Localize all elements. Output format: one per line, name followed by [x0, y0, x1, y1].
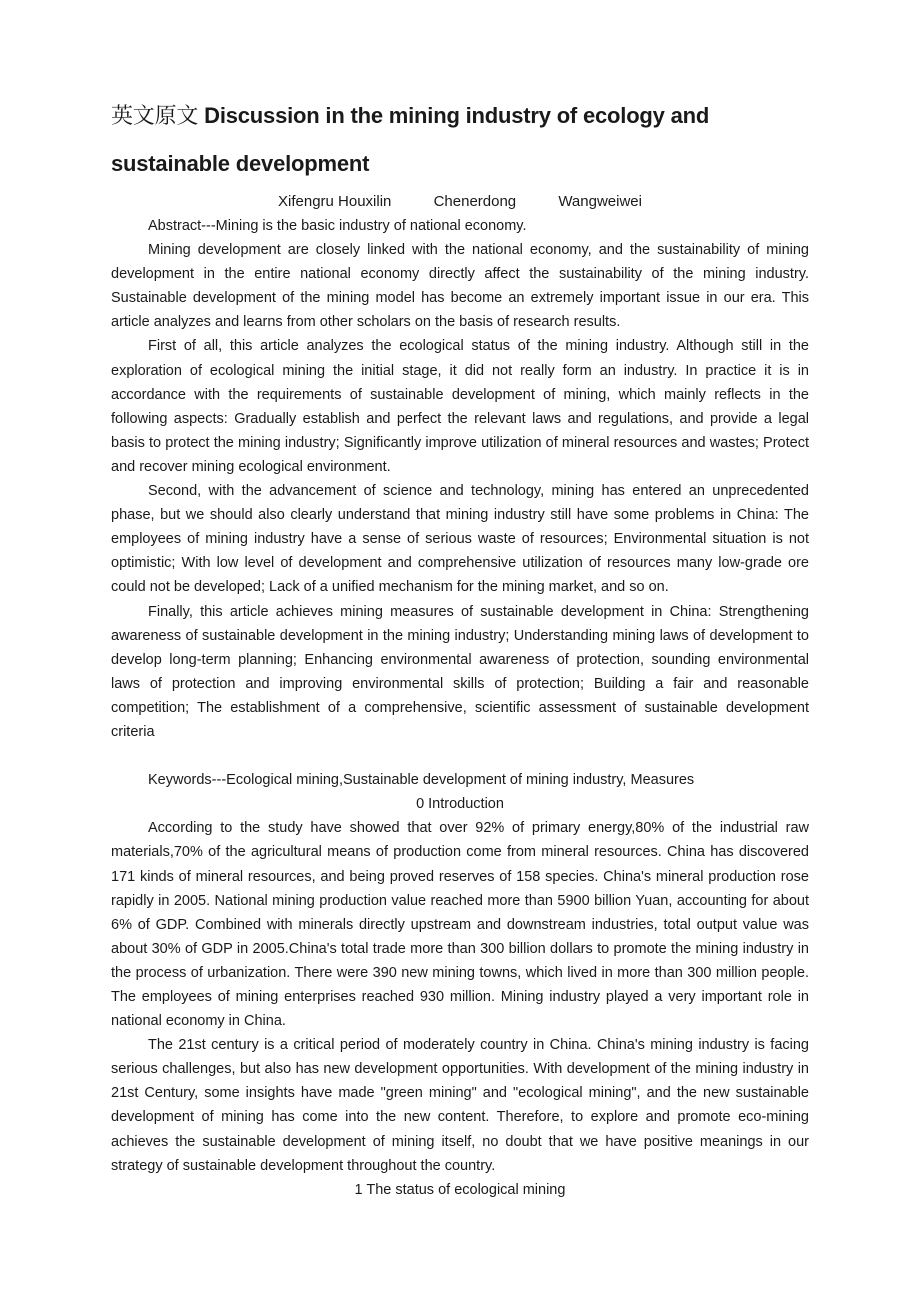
author-2: Chenerdong — [433, 193, 517, 210]
abstract-paragraph-3: Second, with the advancement of science and technology, mining has entered an unprecedented phase, but we should also clearly understand that mining industry still have some problems in China: The employees of mining industry have a sense of serious waste of resources; Environmental situation is not optimistic; With low level of development and comprehensive utilization of resources many low-grade ore could not be developed; Lack of a unified mechanism for the mining market, and so on. — [111, 483, 809, 596]
abstract-line: Abstract---Mining is the basic industry of national economy. — [148, 218, 527, 234]
keywords: Keywords---Ecological mining,Sustainable development of mining industry, Measures — [148, 772, 695, 789]
abstract-paragraph-2: First of all, this article analyzes the ecological status of the mining industry. Although still in the exploration of ecological mining the initial stage, it did not really form an industry. In practice it is in accordance with the requirements of sustainable development of mining, which mainly reflects in the following aspects: Gradually establish and perfect the relevant laws and regulations, and provide a legal basis to protect the mining industry; Significantly improve utilization of mineral resources and wastes; Protect and recover mining ecological environment. — [111, 338, 809, 475]
title-main: Discussion in the mining industry of ecology and sustainable development — [111, 103, 710, 176]
author-1: Xifengru Houxilin — [278, 193, 392, 210]
title-prefix: 英文原文 — [111, 103, 205, 128]
intro-paragraph-1: According to the study have showed that over 92% of primary energy,80% of the industrial raw materials,70% of the agricultural means of production come from mineral resources. China has discovered 171 kinds of mineral resources, and being proved reserves of 158 species. China's mineral production rose rapidly in 2005. National mining production value reached more than 5900 billion Yuan, accounting for about 6% of GDP. Combined with minerals directly upstream and downstream industries, total output value was about 30% of GDP in 2005.China's total trade more than 300 billion dollars to promote the mining industry in the process of urbanization. There were 390 new mining towns, which lived in more than 300 million people. The employees of mining enterprises reached 930 million. Mining industry played a very important role in national economy in China. — [111, 820, 809, 1030]
section-heading-1: 1 The status of ecological mining — [354, 1181, 566, 1198]
author-3: Wangweiwei — [558, 193, 642, 210]
spacer — [111, 744, 809, 768]
section-heading-introduction: 0 Introduction — [416, 796, 504, 813]
intro-paragraph-2: The 21st century is a critical period of moderately country in China. China's mining industry is facing serious challenges, but also has new development opportunities. With development of the mining industry in 21st Century, some insights have made "green mining" and "ecological mining", and the new sustainable development of mining has come into the new content. Therefore, to explore and promote eco-mining achieves the sustainable development of mining itself, no doubt that we have positive meanings in our strategy of sustainable development throughout the country. — [111, 1037, 809, 1174]
document-page — [111, 92, 809, 1202]
abstract-paragraph-1: Mining development are closely linked with the national economy, and the sustainability of mining development in the entire national economy directly affect the sustainability of the mining industry. Sustainable development of the mining model has become an extremely important issue in our era. This article analyzes and learns from other scholars on the basis of research results. — [111, 242, 809, 331]
author-list — [111, 190, 809, 214]
abstract-paragraph-4: Finally, this article achieves mining measures of sustainable development in China: Strengthening awareness of sustainable development in the mining industry; Understanding mining laws of development to develop long-term planning; Enhancing environmental awareness of protection, sounding environmental laws of protection and improving environmental skills of protection; Building a fair and reasonable competition; The establishment of a comprehensive, scientific assessment of sustainable development criteria — [111, 603, 809, 740]
paper-title — [111, 92, 809, 188]
